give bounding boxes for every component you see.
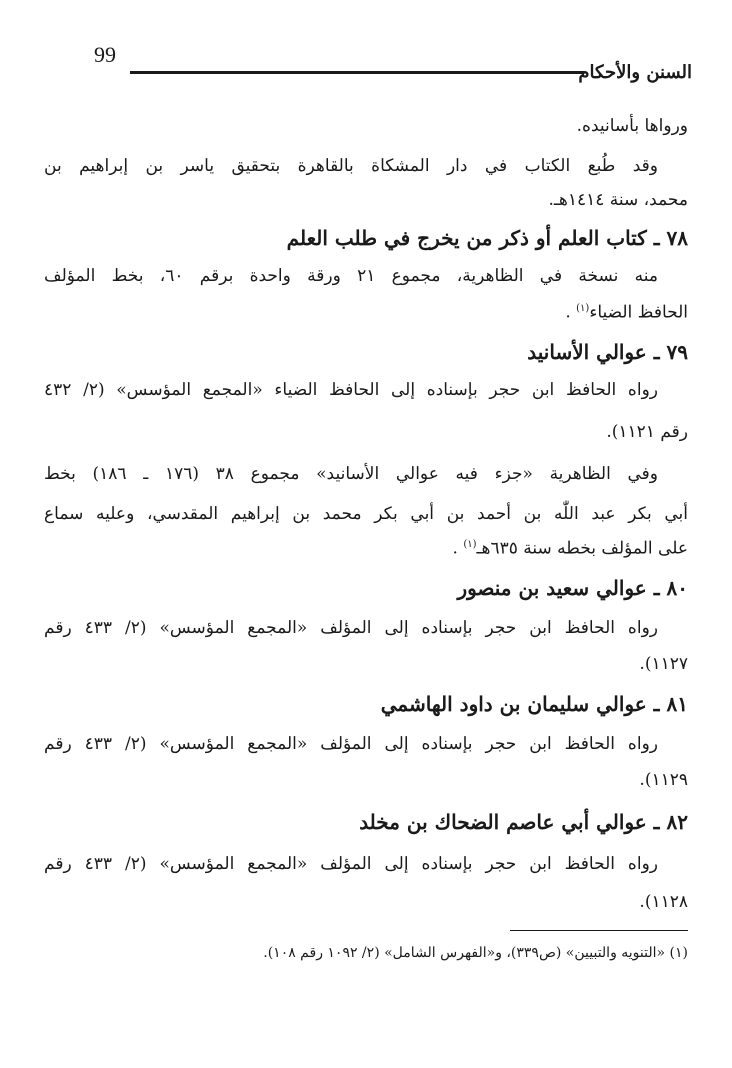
body-line xyxy=(453,540,688,558)
body-line: ورواها بأسانيده. xyxy=(576,116,688,136)
footnote: (١) «التنويه والتبيين» (ص٣٣٩)، و«الفهرس الشامل» (٢/ ١٠٩٢ رقم ١٠٨). xyxy=(263,945,688,961)
body-line xyxy=(565,304,688,322)
body-line: منه نسخة في الظاهرية، مجموع ٢١ ورقة واحدة برقم ٦٠، بخط المؤلف xyxy=(44,266,658,286)
footnote-rule xyxy=(510,930,688,931)
body-line: رواه الحافظ ابن حجر بإسناده إلى المؤلف «المجمع المؤسس» (٢/ ٤٣٣ رقم xyxy=(44,734,658,754)
body-line: أبي بكر عبد اللّٰه بن أحمد بن أبي بكر محمد بن إبراهيم المقدسي، وعليه سماع xyxy=(44,504,688,524)
body-text: . xyxy=(452,538,464,559)
body-line: وقد طُبع الكتاب في دار المشكاة بالقاهرة بتحقيق ياسر بن إبراهيم بن xyxy=(44,156,658,176)
header-rule xyxy=(130,71,584,74)
body-line: محمد، سنة ١٤١٤هـ. xyxy=(548,190,688,210)
body-text: . xyxy=(565,302,577,323)
section-heading-78: ٧٨ ـ كتاب العلم أو ذكر من يخرج في طلب العلم xyxy=(286,226,688,250)
page-number: 99 xyxy=(94,42,116,67)
section-heading-79: ٧٩ ـ عوالي الأسانيد xyxy=(527,340,688,364)
body-line: وفي الظاهرية «جزء فيه عوالي الأسانيد» مجموع ٣٨ (١٧٦ ـ ١٨٦) بخط xyxy=(44,464,658,484)
body-line: رواه الحافظ ابن حجر بإسناده إلى الحافظ الضياء «المجمع المؤسس» (٢/ ٤٣٢ xyxy=(44,380,658,400)
body-text: على المؤلف بخطه سنة ٦٣٥هـ xyxy=(476,538,688,559)
body-line: ١١٢٧). xyxy=(639,654,688,674)
section-heading-82: ٨٢ ـ عوالي أبي عاصم الضحاك بن مخلد xyxy=(359,810,688,834)
running-header-title: السنن والأحكام xyxy=(578,62,692,83)
section-heading-81: ٨١ ـ عوالي سليمان بن داود الهاشمي xyxy=(380,692,688,716)
body-line: رواه الحافظ ابن حجر بإسناده إلى المؤلف «المجمع المؤسس» (٢/ ٤٣٣ رقم xyxy=(44,618,658,638)
body-text: الحافظ الضياء xyxy=(589,302,688,323)
footnote-marker[interactable]: (١) xyxy=(463,539,477,550)
body-line: ١١٢٨). xyxy=(639,892,688,912)
body-line: رواه الحافظ ابن حجر بإسناده إلى المؤلف «المجمع المؤسس» (٢/ ٤٣٣ رقم xyxy=(44,854,658,874)
footnote-marker[interactable]: (١) xyxy=(576,303,590,314)
body-line: ١١٢٩). xyxy=(639,770,688,790)
section-heading-80: ٨٠ ـ عوالي سعيد بن منصور xyxy=(457,576,688,600)
body-line: رقم ١١٢١). xyxy=(606,422,688,442)
